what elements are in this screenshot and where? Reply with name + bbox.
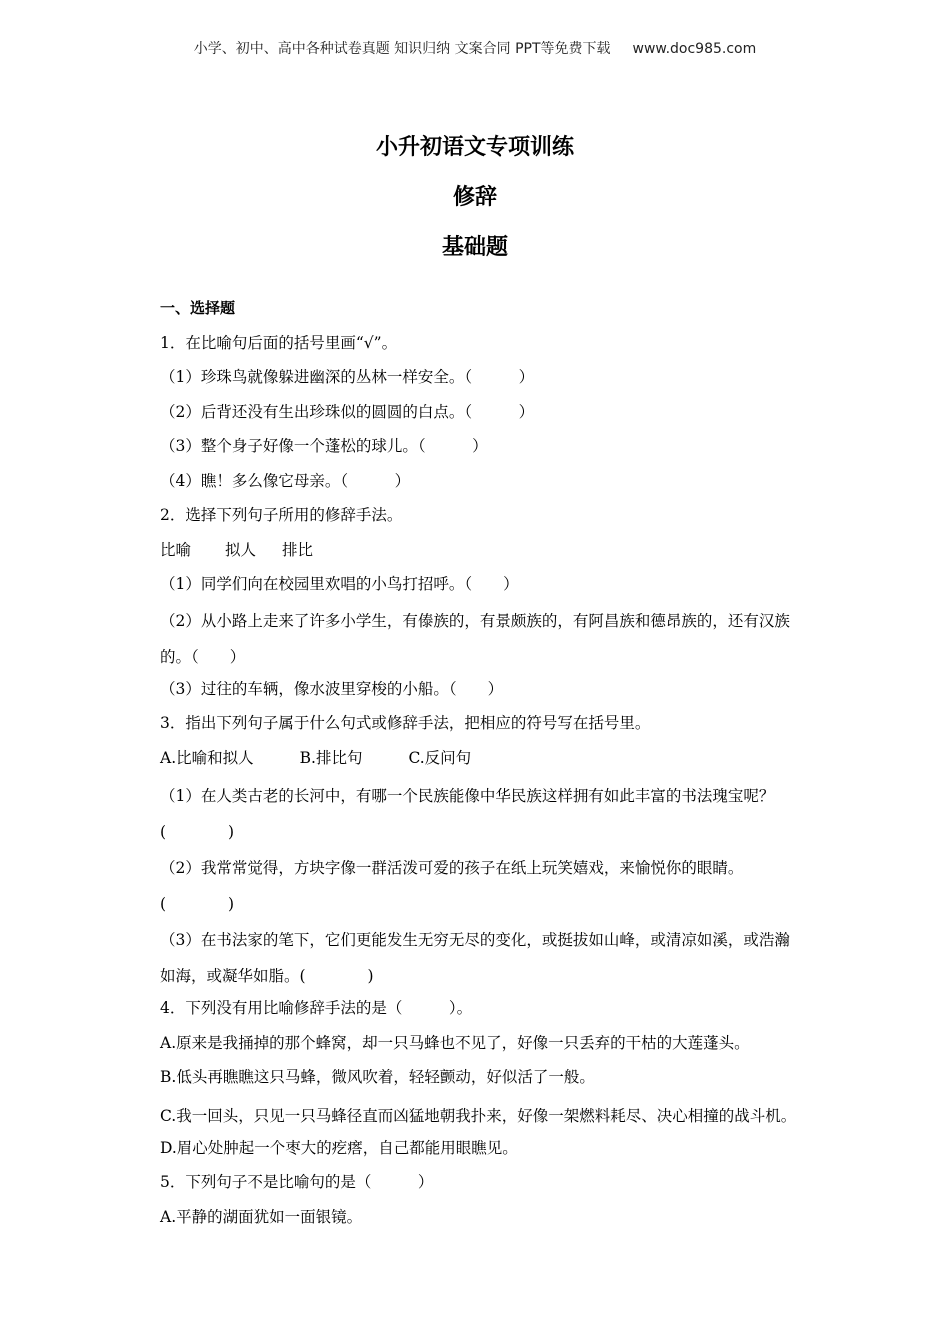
question-3-stem: 3．指出下列句子属于什么句式或修辞手法，把相应的符号写在括号里。 — [160, 714, 651, 732]
question-1-item: （2）后背还没有生出珍珠似的圆圆的白点。（ ） — [160, 402, 535, 421]
question-content — [160, 294, 800, 1237]
page-header — [0, 38, 950, 58]
level-title: 基础题 — [441, 235, 508, 260]
question-3-options — [160, 744, 800, 779]
subtitle: 修辞 — [452, 185, 497, 210]
question-3-item: （2）我常常觉得，方块字像一群活泼可爱的孩子在纸上玩笑嬉戏，来愉悦你的眼睛。( ) — [160, 859, 744, 913]
header-site-link[interactable]: www.doc985.com — [632, 41, 757, 57]
question-2-item: （3）过往的车辆，像水波里穿梭的小船。（ ） — [160, 679, 504, 698]
question-1-item: （3）整个身子好像一个蓬松的球儿。（ ） — [160, 437, 488, 455]
question-1-item: （1）珍珠鸟就像躲进幽深的丛林一样安全。（ ） — [160, 368, 535, 386]
question-1-item: （4）瞧！多么像它母亲。（ ） — [160, 471, 411, 490]
question-2-item: （2）从小路上走来了许多小学生，有傣族的，有景颇族的，有阿昌族和德昂族的，还有汉族的。（ ） — [160, 611, 790, 666]
header-text: 小学、初中、高中各种试卷真题 知识归纳 文案合同 PPT等免费下载 — [193, 41, 611, 57]
question-4-option: B.低头再瞧瞧这只马蜂，微风吹着，轻轻颤动，好似活了一般。 — [160, 1068, 595, 1086]
question-4-option: D.眉心处肿起一个枣大的疙瘩，自己都能用眼瞧见。 — [160, 1138, 518, 1157]
question-5-option: A.平静的湖面犹如一面银镜。 — [160, 1207, 363, 1226]
choice-metaphor: 比喻 — [160, 540, 192, 559]
question-4-option: C.我一回头，只见一只马蜂径直而凶猛地朝我扑来，好像一架燃料耗尽、决心相撞的战斗机。 — [160, 1106, 797, 1125]
question-2-stem: 2．选择下列句子所用的修辞手法。 — [160, 506, 403, 524]
question-3-item: （3）在书法家的笔下，它们更能发生无穷无尽的变化，或挺拔如山峰，或清凉如溪，或浩瀚如海，或凝华如脂。( ) — [160, 931, 790, 985]
question-2-item: （1）同学们向在校园里欢唱的小鸟打招呼。（ ） — [160, 575, 519, 593]
question-2-choices — [160, 536, 800, 571]
section-title: 一、选择题 — [160, 299, 236, 317]
main-title: 小升初语文专项训练 — [375, 135, 574, 160]
title-block — [0, 128, 950, 278]
question-1-stem: 1．在比喻句后面的括号里画“√”。 — [160, 333, 398, 352]
option-b: B.排比句 — [299, 748, 363, 767]
question-4-stem: 4．下列没有用比喻修辞手法的是（ ）。 — [160, 999, 473, 1017]
question-5-stem: 5．下列句子不是比喻句的是（ ） — [160, 1173, 434, 1191]
choice-parallelism: 排比 — [282, 540, 314, 559]
option-a: A.比喻和拟人 — [160, 748, 254, 767]
question-3-item: （1）在人类古老的长河中，有哪一个民族能像中华民族这样拥有如此丰富的书法瑰宝呢？( ) — [160, 787, 775, 841]
option-c: C.反问句 — [408, 748, 472, 767]
question-4-option: A.原来是我捅掉的那个蜂窝，却一只马蜂也不见了，好像一只丢弃的干枯的大莲蓬头。 — [160, 1033, 750, 1052]
choice-personification: 拟人 — [225, 540, 257, 559]
